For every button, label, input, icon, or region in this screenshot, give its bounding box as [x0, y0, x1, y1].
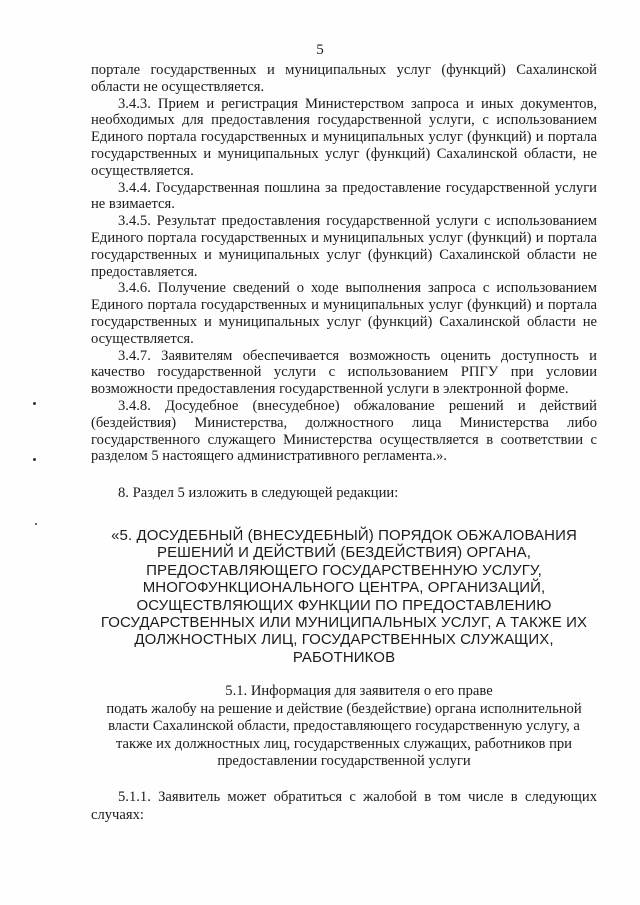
subsection-heading-rest: подать жалобу на решение и действие (бездействие) органа исполнительной власти Сахалинской области, предоставляющего государственную услугу, а также их должностных лиц, государственных служащих, работников при предоставлении государственной услуги — [106, 700, 582, 770]
final-text — [91, 789, 597, 824]
body-text — [91, 62, 597, 465]
paragraph-3-4-4: 3.4.4. Государственная пошлина за предоставление государственной услуги не взимается. — [91, 179, 597, 213]
paragraph-continuation: порталe государственных и муниципальных услуг (функций) Сахалинской области не осуществляется. — [91, 62, 597, 95]
scan-speck — [33, 402, 36, 405]
paragraph-3-4-7: 3.4.7. Заявителям обеспечивается возможность оценить доступность и качество государственной услуги с использованием РПГУ при условии возможности предоставления государственной услуги в электронной форме. — [91, 347, 597, 398]
paragraph-3-4-8: 3.4.8. Досудебное (внесудебное) обжалование решений и действий (бездействия) Министерства, должностного лица Министерства либо государственного служащего Министерства осуществляется в соответствии с разделом 5 настоящего административного регламента.». — [91, 397, 597, 465]
section-heading: «5. ДОСУДЕБНЫЙ (ВНЕСУДЕБНЫЙ) ПОРЯДОК ОБЖАЛОВАНИЯ РЕШЕНИЙ И ДЕЙСТВИЙ (БЕЗДЕЙСТВИЯ) ОРГАНА, ПРЕДОСТАВЛЯЮЩЕГО ГОСУДАРСТВЕННУЮ УСЛУГУ, МНОГОФУНКЦИОНАЛЬНОГО ЦЕНТРА, ОРГАНИЗАЦИЙ, ОСУЩЕСТВЛЯЮЩИХ ФУНКЦИИ ПО ПРЕДОСТАВЛЕНИЮ ГОСУДАРСТВЕННЫХ ИЛИ МУНИЦИПАЛЬНЫХ УСЛУГ, А ТАКЖЕ ИХ ДОЛЖНОСТНЫХ ЛИЦ, ГОСУДАРСТВЕННЫХ СЛУЖАЩИХ, РАБОТНИКОВ — [100, 527, 588, 666]
paragraph-3-4-6: 3.4.6. Получение сведений о ходе выполнения запроса с использованием Единого портала государственных и муниципальных услуг (функций) и портала государственных и муниципальных услуг (функций) Сахалинской области не осуществляется. — [91, 280, 597, 347]
amendment-instruction: 8. Раздел 5 изложить в следующей редакции: — [118, 485, 399, 501]
scan-speck — [35, 523, 37, 525]
scan-speck — [33, 458, 36, 461]
subsection-heading — [91, 683, 597, 771]
page-number: 5 — [316, 42, 324, 58]
subsection-heading-first-line: 5.1. Информация для заявителя о его праве — [225, 683, 493, 699]
paragraph-3-4-5: 3.4.5. Результат предоставления государственной услуги с использованием Единого портала государственных и муниципальных услуг (функций) и портала государственных и муниципальных услуг (функций) Сахалинской области не предоставляется. — [91, 213, 597, 280]
paragraph-3-4-3: 3.4.3. Прием и регистрация Министерством запроса и иных документов, необходимых для предоставления государственной услуги, с использованием Единого портала государственных и муниципальных услуг (функций) и портала государственных и муниципальных услуг (функций) Сахалинской области, не осуществляется. — [91, 95, 597, 179]
paragraph-5-1-1: 5.1.1. Заявитель может обратиться с жалобой в том числе в следующих случаях: — [91, 789, 597, 823]
